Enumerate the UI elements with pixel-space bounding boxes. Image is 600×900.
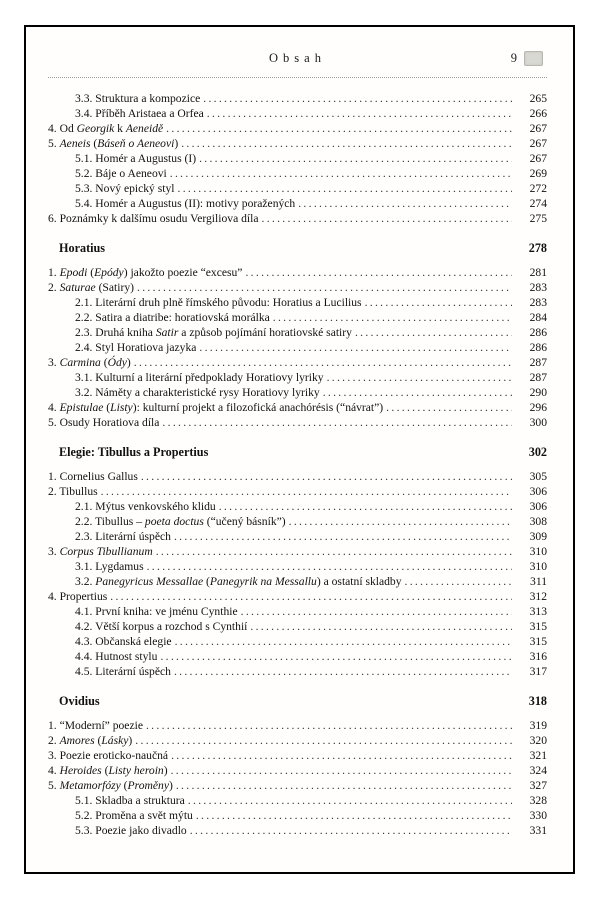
toc-entry-text: 2. Saturae (Satiry) — [48, 281, 134, 294]
dotted-leader — [207, 106, 512, 121]
dotted-leader — [101, 484, 512, 499]
toc-entry-text: 5.4. Homér a Augustus (II): motivy poražených — [75, 197, 296, 210]
toc-entry-text: 6. Poznámky k dalšímu osudu Vergiliova díla — [48, 212, 259, 225]
dotted-leader — [250, 619, 512, 634]
toc-page-number: 278 — [528, 241, 547, 255]
toc-entry-text: 3.4. Příběh Aristaea a Orfea — [75, 107, 204, 120]
toc-entry — [48, 574, 547, 589]
dotted-leader — [160, 649, 512, 664]
toc-page-number: 281 — [529, 266, 547, 279]
toc-page-number: 284 — [529, 311, 547, 324]
dotted-leader — [245, 265, 512, 280]
toc-entry — [48, 664, 547, 679]
toc-page-number: 319 — [529, 719, 547, 732]
toc-entry — [48, 604, 547, 619]
dotted-leader — [181, 136, 512, 151]
toc-page-number: 287 — [529, 371, 547, 384]
toc-page-number: 312 — [529, 590, 547, 603]
toc-page-number: 305 — [529, 470, 547, 483]
toc-entry — [48, 106, 547, 121]
toc-entry — [48, 325, 547, 340]
toc-entry — [48, 310, 547, 325]
toc-page-number: 274 — [529, 197, 547, 210]
toc-entry-text: 4. Epistulae (Listy): kulturní projekt a filozofická anachórésis (“návrat”) — [48, 401, 384, 414]
dotted-leader — [166, 121, 512, 136]
toc-section-heading — [48, 241, 547, 256]
toc-entry-text: 2.1. Mýtus venkovského klidu — [75, 500, 216, 513]
dotted-leader — [289, 514, 512, 529]
toc-entry-text: Horatius — [59, 241, 106, 255]
toc-entry-text: 4.3. Občanská elegie — [75, 635, 172, 648]
toc-entry — [48, 778, 547, 793]
dotted-leader — [386, 400, 512, 415]
dotted-leader — [405, 574, 512, 589]
toc-page-number: 311 — [530, 575, 547, 588]
toc-entry-text: 3.1. Kulturní a literární předpoklady Horatiovy lyriky — [75, 371, 324, 384]
toc-page-number: 306 — [529, 485, 547, 498]
dotted-leader — [262, 211, 513, 226]
toc-page-number: 331 — [529, 824, 547, 837]
toc-page-number: 324 — [529, 764, 547, 777]
toc-page-number: 267 — [529, 122, 547, 135]
toc-entry-text: 1. Cornelius Gallus — [48, 470, 138, 483]
toc-entry-text: 2.4. Styl Horatiova jazyka — [75, 341, 197, 354]
dotted-leader — [162, 415, 512, 430]
toc-entry — [48, 733, 547, 748]
toc-entry-text: 5.1. Homér a Augustus (I) — [75, 152, 197, 165]
toc-entry — [48, 544, 547, 559]
page-content — [26, 27, 573, 872]
toc-page-number: 269 — [529, 167, 547, 180]
toc-entry-text: 5.2. Proměna a svět mýtu — [75, 809, 193, 822]
toc-entry-text: 5.3. Nový epický styl — [75, 182, 175, 195]
toc-page-number: 272 — [529, 182, 547, 195]
toc-page-number: 275 — [529, 212, 547, 225]
dotted-leader — [199, 151, 512, 166]
toc-entry-text: 3.2. Panegyricus Messallae (Panegyrik na Messallu) a ostatní skladby — [75, 575, 402, 588]
stamp-icon — [524, 51, 543, 66]
toc-entry-text: 2.2. Tibullus – poeta doctus (“učený básník”) — [75, 515, 286, 528]
toc-entry — [48, 136, 547, 151]
toc-page-number: 265 — [529, 92, 547, 105]
toc-entry-text: 1. Epodi (Epódy) jakožto poezie “excesu” — [48, 266, 243, 279]
dotted-leader — [176, 778, 512, 793]
dotted-leader — [178, 181, 512, 196]
toc-entry-text: 4. Propertius — [48, 590, 108, 603]
dotted-leader — [298, 196, 512, 211]
dotted-leader — [174, 664, 512, 679]
toc-entry — [48, 484, 547, 499]
dotted-leader — [171, 748, 512, 763]
page-header — [48, 51, 547, 69]
toc-entry-text: 3. Poezie eroticko-naučná — [48, 749, 169, 762]
toc-page-number: 320 — [529, 734, 547, 747]
toc-entry — [48, 385, 547, 400]
toc-entry-text: 4. Heroides (Listy heroin) — [48, 764, 168, 777]
dotted-leader — [174, 529, 512, 544]
toc-page-number: 287 — [529, 356, 547, 369]
page-frame — [24, 25, 575, 874]
toc-entry-text: 2.3. Literární úspěch — [75, 530, 171, 543]
toc-entry — [48, 529, 547, 544]
toc-entry — [48, 280, 547, 295]
toc-entry — [48, 634, 547, 649]
toc-entry-text: 2.3. Druhá kniha Satir a způsob pojímání horatiovské satiry — [75, 326, 352, 339]
toc-entry — [48, 793, 547, 808]
dotted-leader — [323, 385, 512, 400]
toc-entry-text: 3.1. Lygdamus — [75, 560, 144, 573]
dotted-leader — [190, 823, 512, 838]
toc-page-number: 315 — [529, 635, 547, 648]
toc-entry — [48, 748, 547, 763]
dotted-leader — [156, 544, 512, 559]
dotted-leader — [355, 325, 512, 340]
toc-entry — [48, 295, 547, 310]
toc-entry — [48, 559, 547, 574]
header-divider — [48, 77, 547, 78]
toc-entry — [48, 469, 547, 484]
dotted-leader — [137, 280, 512, 295]
dotted-leader — [327, 370, 512, 385]
toc-entry-text: 5. Metamorfózy (Proměny) — [48, 779, 173, 792]
page-number: 9 — [510, 51, 517, 65]
toc-page-number: 267 — [529, 137, 547, 150]
toc-page-number: 306 — [529, 500, 547, 513]
dotted-leader — [170, 166, 512, 181]
toc-page-number: 315 — [529, 620, 547, 633]
dotted-leader — [147, 559, 512, 574]
dotted-leader — [134, 355, 512, 370]
toc-page-number: 328 — [529, 794, 547, 807]
dotted-leader — [110, 589, 512, 604]
toc-list — [48, 91, 547, 838]
toc-entry-text: 4.2. Větší korpus a rozchod s Cynthií — [75, 620, 248, 633]
toc-entry — [48, 514, 547, 529]
toc-entry-text: 2. Tibullus — [48, 485, 98, 498]
toc-entry — [48, 649, 547, 664]
toc-page-number: 290 — [529, 386, 547, 399]
toc-entry — [48, 823, 547, 838]
toc-entry-text: 5.1. Skladba a struktura — [75, 794, 185, 807]
toc-entry-text: 2. Amores (Lásky) — [48, 734, 133, 747]
toc-entry-text: 5. Osudy Horatiova díla — [48, 416, 160, 429]
toc-section-heading — [48, 694, 547, 709]
toc-page-number: 300 — [529, 416, 547, 429]
toc-entry-text: 2.2. Satira a diatribe: horatiovská morálka — [75, 311, 270, 324]
dotted-leader — [199, 340, 512, 355]
toc-page-number: 308 — [529, 515, 547, 528]
toc-entry — [48, 763, 547, 778]
toc-page-number: 309 — [529, 530, 547, 543]
toc-entry — [48, 151, 547, 166]
toc-page-number: 310 — [529, 545, 547, 558]
toc-entry-text: 3. Corpus Tibullianum — [48, 545, 153, 558]
dotted-leader — [273, 310, 512, 325]
toc-page-number: 266 — [529, 107, 547, 120]
dotted-leader — [175, 634, 512, 649]
toc-entry-text: 2.1. Literární druh plně římského původu: Horatius a Lucilius — [75, 296, 362, 309]
toc-page-number: 310 — [529, 560, 547, 573]
toc-entry — [48, 91, 547, 106]
toc-entry — [48, 196, 547, 211]
toc-section-heading — [48, 445, 547, 460]
toc-entry-text: 5.2. Báje o Aeneovi — [75, 167, 167, 180]
toc-page-number: 313 — [529, 605, 547, 618]
dotted-leader — [196, 808, 512, 823]
dotted-leader — [135, 733, 512, 748]
toc-page-number: 327 — [529, 779, 547, 792]
toc-entry-text: 4.5. Literární úspěch — [75, 665, 171, 678]
toc-entry — [48, 499, 547, 514]
toc-entry-text: 3.3. Struktura a kompozice — [75, 92, 201, 105]
toc-page-number: 330 — [529, 809, 547, 822]
dotted-leader — [241, 604, 512, 619]
toc-entry — [48, 211, 547, 226]
toc-page-number: 283 — [529, 281, 547, 294]
toc-page-number: 286 — [529, 341, 547, 354]
dotted-leader — [141, 469, 512, 484]
toc-entry-text: 4.4. Hutnost stylu — [75, 650, 158, 663]
dotted-leader — [203, 91, 512, 106]
toc-page-number: 296 — [529, 401, 547, 414]
toc-entry — [48, 718, 547, 733]
header-right — [511, 51, 543, 66]
dotted-leader — [171, 763, 512, 778]
toc-entry-text: 5. Aeneis (Báseň o Aeneovi) — [48, 137, 179, 150]
toc-entry — [48, 808, 547, 823]
toc-page-number: 302 — [528, 445, 547, 459]
toc-entry — [48, 619, 547, 634]
toc-entry — [48, 181, 547, 196]
toc-page-number: 321 — [529, 749, 547, 762]
toc-page-number: 318 — [528, 694, 547, 708]
toc-entry — [48, 265, 547, 280]
toc-entry-text: 3.2. Náměty a charakteristické rysy Horatiovy lyriky — [75, 386, 320, 399]
toc-entry-text: 4.1. První kniha: ve jménu Cynthie — [75, 605, 238, 618]
toc-page-number: 316 — [529, 650, 547, 663]
toc-entry-text: Ovidius — [59, 694, 100, 708]
dotted-leader — [219, 499, 512, 514]
toc-page-number: 286 — [529, 326, 547, 339]
toc-entry — [48, 589, 547, 604]
toc-entry — [48, 400, 547, 415]
toc-entry-text: 5.3. Poezie jako divadlo — [75, 824, 187, 837]
toc-entry-text: Elegie: Tibullus a Propertius — [59, 445, 209, 459]
toc-entry — [48, 370, 547, 385]
toc-entry — [48, 121, 547, 136]
toc-entry — [48, 355, 547, 370]
toc-page-number: 317 — [529, 665, 547, 678]
dotted-leader — [188, 793, 512, 808]
dotted-leader — [146, 718, 512, 733]
toc-entry-text: 4. Od Georgik k Aeneidě — [48, 122, 164, 135]
toc-page-number: 283 — [529, 296, 547, 309]
toc-entry-text: 3. Carmina (Ódy) — [48, 356, 131, 369]
toc-entry — [48, 340, 547, 355]
toc-entry-text: 1. “Moderní” poezie — [48, 719, 143, 732]
dotted-leader — [365, 295, 512, 310]
toc-entry — [48, 415, 547, 430]
toc-entry — [48, 166, 547, 181]
page-title: Obsah — [269, 51, 326, 65]
toc-page-number: 267 — [529, 152, 547, 165]
